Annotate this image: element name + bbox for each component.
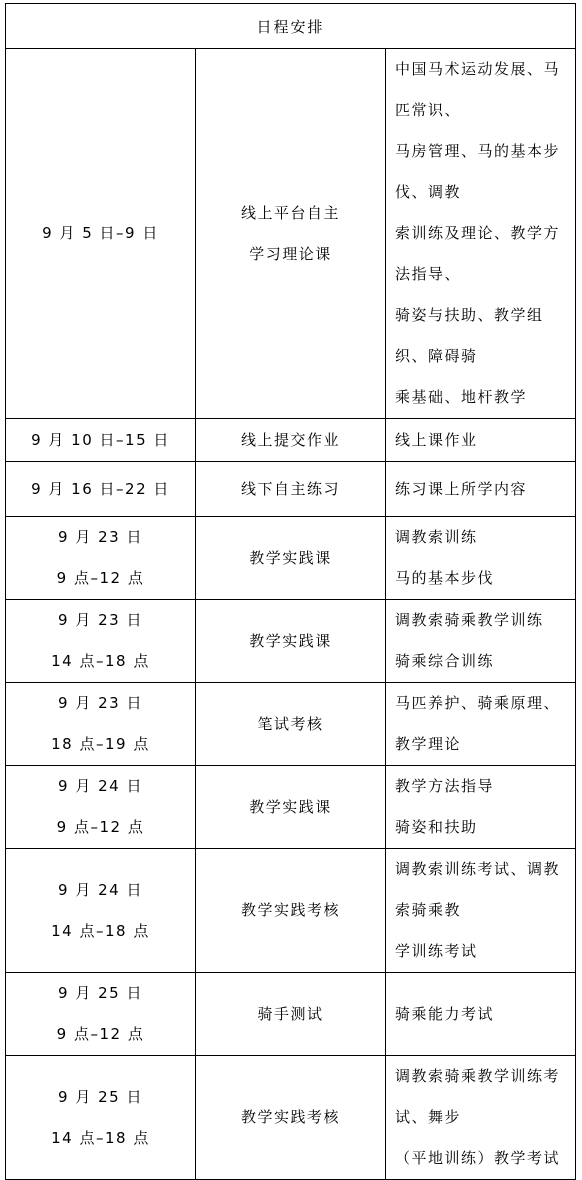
type-line: 线下自主练习 — [240, 479, 340, 498]
table-row — [6, 766, 576, 849]
type-line: 教学实践考核 — [240, 901, 340, 919]
content-line: 骑乘能力考试 — [395, 1004, 495, 1023]
schedule-table — [5, 3, 576, 1180]
content-cell — [386, 683, 576, 766]
type-line: 笔试考核 — [257, 714, 324, 733]
date-line: 9 月 24 日 — [58, 777, 143, 795]
date-cell — [6, 683, 196, 766]
schedule-body — [6, 49, 576, 1180]
content-line: 骑姿和扶助 — [395, 818, 478, 836]
date-line: 9 月 23 日 — [58, 611, 143, 629]
content-line: 乘基础、地杆教学 — [395, 388, 528, 406]
type-cell — [196, 766, 386, 849]
type-line: 教学实践课 — [249, 631, 332, 650]
table-title: 日程安排 — [6, 4, 576, 49]
content-line: 马房管理、马的基本步伐、调教 — [395, 142, 561, 201]
content-line: 马匹养护、骑乘原理、教学理论 — [395, 694, 561, 753]
type-cell — [196, 517, 386, 600]
content-line: 马的基本步伐 — [395, 569, 495, 587]
type-cell — [196, 600, 386, 683]
date-line: 9 月 10 日–15 日 — [31, 430, 170, 449]
type-cell — [196, 973, 386, 1056]
content-line: 骑姿与扶助、教学组织、障碍骑 — [395, 306, 544, 365]
type-cell — [196, 419, 386, 462]
content-cell — [386, 849, 576, 973]
type-line: 骑手测试 — [257, 1004, 324, 1023]
content-cell — [386, 1056, 576, 1180]
table-row — [6, 683, 576, 766]
date-cell — [6, 766, 196, 849]
content-cell — [386, 600, 576, 683]
date-line: 9 月 25 日 — [58, 1087, 143, 1106]
date-line: 9 月 16 日–22 日 — [31, 479, 170, 498]
content-line: （平地训练）教学考试 — [395, 1149, 561, 1167]
table-row — [6, 1056, 576, 1180]
type-cell — [196, 683, 386, 766]
date-cell — [6, 1056, 196, 1180]
type-cell — [196, 462, 386, 517]
content-line: 索训练及理论、教学方法指导、 — [395, 224, 561, 283]
type-cell — [196, 1056, 386, 1180]
content-line: 教学方法指导 — [395, 777, 495, 795]
type-line: 线上提交作业 — [240, 430, 340, 449]
type-line: 线上平台自主 — [240, 203, 340, 222]
content-cell — [386, 766, 576, 849]
date-line: 9 月 25 日 — [58, 984, 143, 1002]
date-line: 9 月 5 日–9 日 — [42, 224, 159, 242]
date-cell — [6, 49, 196, 419]
type-line: 教学实践课 — [249, 548, 332, 567]
content-line: 线上课作业 — [395, 430, 478, 449]
content-line: 骑乘综合训练 — [395, 652, 495, 670]
table-row — [6, 600, 576, 683]
table-row — [6, 849, 576, 973]
table-row — [6, 419, 576, 462]
date-cell — [6, 600, 196, 683]
content-line: 调教索骑乘教学训练考试、舞步 — [395, 1067, 561, 1126]
table-row — [6, 49, 576, 419]
date-line: 9 月 23 日 — [58, 528, 143, 546]
date-line: 14 点–18 点 — [51, 652, 150, 670]
table-row — [6, 517, 576, 600]
date-cell — [6, 849, 196, 973]
type-cell — [196, 49, 386, 419]
table-row — [6, 462, 576, 517]
content-line: 调教索训练考试、调教索骑乘教 — [395, 860, 561, 919]
date-cell — [6, 973, 196, 1056]
date-line: 9 点–12 点 — [56, 1025, 145, 1043]
date-line: 18 点–19 点 — [51, 735, 150, 753]
content-cell — [386, 419, 576, 462]
date-line: 14 点–18 点 — [51, 1128, 150, 1147]
title-row — [6, 4, 576, 49]
date-line: 9 月 23 日 — [58, 694, 143, 712]
type-line: 学习理论课 — [249, 244, 332, 263]
content-cell — [386, 973, 576, 1056]
date-line: 14 点–18 点 — [51, 921, 150, 940]
content-line: 调教索训练 — [395, 528, 478, 546]
date-line: 9 点–12 点 — [56, 569, 145, 587]
type-line: 教学实践课 — [249, 797, 332, 816]
content-cell — [386, 49, 576, 419]
date-line: 9 月 24 日 — [58, 880, 143, 899]
date-cell — [6, 419, 196, 462]
content-line: 调教索骑乘教学训练 — [395, 611, 544, 629]
type-cell — [196, 849, 386, 973]
content-cell — [386, 517, 576, 600]
table-row — [6, 973, 576, 1056]
date-cell — [6, 517, 196, 600]
date-cell — [6, 462, 196, 517]
type-line: 教学实践考核 — [240, 1108, 340, 1126]
content-line: 练习课上所学内容 — [395, 479, 528, 498]
content-line: 中国马术运动发展、马匹常识、 — [395, 60, 561, 119]
content-line: 学训练考试 — [395, 942, 478, 960]
date-line: 9 点–12 点 — [56, 818, 145, 836]
content-cell — [386, 462, 576, 517]
